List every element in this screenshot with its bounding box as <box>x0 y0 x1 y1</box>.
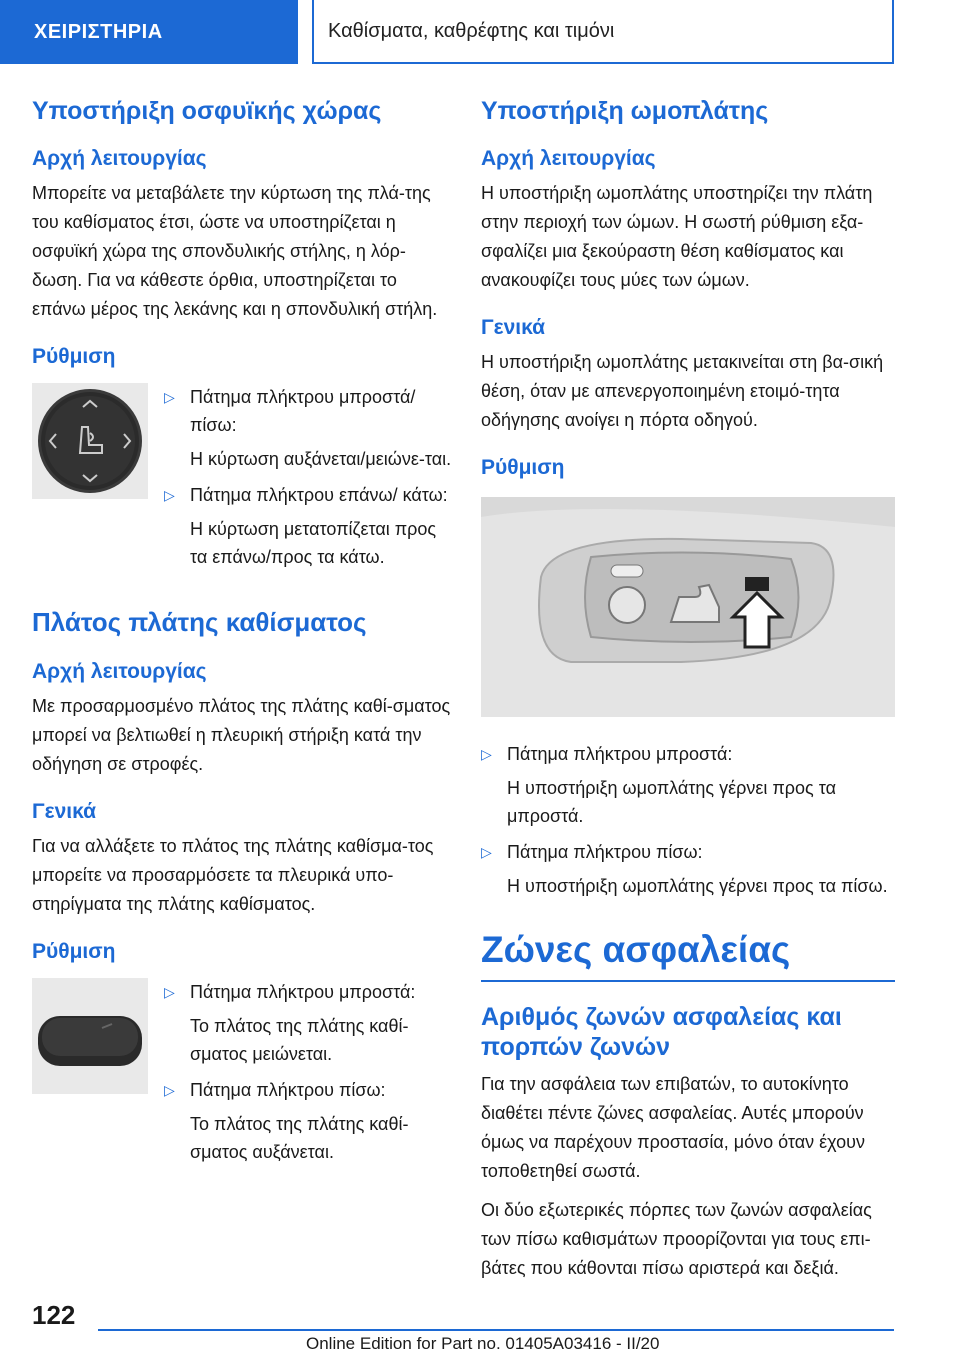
lumbar-switch-image <box>32 383 148 579</box>
list-item <box>164 978 452 1006</box>
shoulder-title: Υποστήριξη ωμοπλάτης <box>481 97 769 125</box>
width-adjust-heading: Ρύθμιση <box>32 939 116 963</box>
bullet-desc: Η κύρτωση αυξάνεται/μειώνε-ται. <box>190 449 452 470</box>
chapter-title: Καθίσματα, καθρέφτης και τιμόνι <box>312 0 894 64</box>
width-principle-text: Με προσαρμοσμένο πλάτος της πλάτης καθί-σματος μπορεί να βελτιωθεί η πλευρική στήριξη κατά την οδήγηση σε στροφές. <box>32 695 451 774</box>
shoulder-bullets <box>481 740 895 900</box>
bullet-label: Πάτημα πλήκτρου μπροστά: <box>507 743 733 764</box>
width-general-text: Για να αλλάξετε το πλάτος της πλάτης καθίσμα-τος μπορείτε να προσαρμόσετε τα πλευρικά υπο-στηρίγματα της πλάτης καθίσματος. <box>32 835 434 914</box>
lumbar-principle-text: Μπορείτε να μεταβάλετε την κύρτωση της πλά-της του καθίσματος έτσι, ώστε να υποστηρίζεται η οσφυϊκή χώρα της σπονδυλικής στήλης, η λόρ-δωση. Για να κάθεστε όρθια, υποστηρίζεται το επάνω μέρος της λεκάνης και η σπονδυλική στήλη. <box>32 183 438 320</box>
list-item <box>164 383 452 439</box>
triangle-right-icon: ▷ <box>164 389 175 406</box>
width-switch-image <box>32 978 148 1174</box>
width-general-heading: Γενικά <box>32 799 97 823</box>
bullet-label: Πάτημα πλήκτρου μπροστά/ πίσω: <box>190 387 416 436</box>
footer-edition: Online Edition for Part no. 01405A03416 - II/20 <box>306 1334 660 1353</box>
lumbar-adjust-block <box>32 383 452 579</box>
lumbar-title: Υποστήριξη οσφυϊκής χώρας <box>32 97 382 125</box>
lumbar-adjust-heading: Ρύθμιση <box>32 345 116 369</box>
belts-para-2: Οι δύο εξωτερικές πόρπες των ζωνών ασφαλείας των πίσω καθισμάτων προορίζονται για τους επι-βάτες που κάθονται πίσω αριστερά και δεξιά. <box>481 1199 872 1278</box>
bullet-label: Πάτημα πλήκτρου μπροστά: <box>190 982 416 1003</box>
bullet-label: Πάτημα πλήκτρου πίσω: <box>507 841 703 862</box>
bullet-desc: Η υποστήριξη ωμοπλάτης γέρνει προς τα πίσω. <box>507 875 888 896</box>
shoulder-general-heading: Γενικά <box>481 316 546 340</box>
width-adjust-block <box>32 978 452 1174</box>
triangle-right-icon: ▷ <box>164 984 175 1001</box>
lumbar-principle-heading: Αρχή λειτουργίας <box>32 147 207 170</box>
shoulder-general-text: Η υποστήριξη ωμοπλάτης μετακινείται στη βα-σική θέση, όταν με απενεργοποιημένη ετοιμό-τητα οδήγησης ανοίγει η πόρτα οδηγού. <box>481 352 884 431</box>
belts-title: Ζώνες ασφαλείας <box>481 928 895 982</box>
bullet-desc: Η υποστήριξη ωμοπλάτης γέρνει προς τα μπροστά. <box>507 777 836 826</box>
list-item <box>481 740 895 768</box>
bullet-label: Πάτημα πλήκτρου επάνω/ κάτω: <box>190 485 448 506</box>
list-item <box>164 481 452 509</box>
width-title: Πλάτος πλάτης καθίσματος <box>32 607 367 638</box>
bullet-desc: Το πλάτος της πλάτης καθί-σματος αυξάνεται. <box>190 1114 409 1163</box>
left-column <box>32 96 452 1202</box>
page-number: 122 <box>32 1300 76 1330</box>
lumbar-bullets <box>164 383 452 579</box>
width-bullets <box>164 978 452 1174</box>
footer-divider <box>98 1329 894 1331</box>
width-principle-heading: Αρχή λειτουργίας <box>32 659 207 683</box>
right-column <box>481 96 895 1303</box>
triangle-right-icon: ▷ <box>164 1082 175 1099</box>
bullet-label: Πάτημα πλήκτρου πίσω: <box>190 1080 386 1101</box>
belts-para-1: Για την ασφάλεια των επιβατών, το αυτοκίνητο διαθέτει πέντε ζώνες ασφαλείας. Αυτές μπορούν όμως να παρέχουν προστασία, μόνο όταν έχουν τοποθετηθεί σωστά. <box>481 1073 865 1181</box>
triangle-right-icon: ▷ <box>164 487 175 504</box>
shoulder-principle-heading: Αρχή λειτουργίας <box>481 147 656 170</box>
list-item <box>481 838 895 866</box>
list-item <box>164 1076 452 1104</box>
seat-controls-image <box>481 497 895 722</box>
belts-sub-heading: Αριθμός ζωνών ασφαλείας και πορπών ζωνών <box>481 1002 842 1061</box>
bullet-desc: Το πλάτος της πλάτης καθί-σματος μειώνεται. <box>190 1016 409 1065</box>
shoulder-principle-text: Η υποστήριξη ωμοπλάτης υποστηρίζει την πλάτη στην περιοχή των ώμων. Η σωστή ρύθμιση εξα-σφαλίζει μια ξεκούραστη θέση καθίσματος και ανακουφίζει τους μύες των ώμων. <box>481 183 873 291</box>
shoulder-adjust-heading: Ρύθμιση <box>481 456 565 480</box>
section-tab: ΧΕΙΡΙΣΤΗΡΙΑ <box>0 0 298 64</box>
bullet-desc: Η κύρτωση μετατοπίζεται προς τα επάνω/προς τα κάτω. <box>190 519 437 568</box>
triangle-right-icon: ▷ <box>481 843 492 860</box>
triangle-right-icon: ▷ <box>481 745 492 762</box>
